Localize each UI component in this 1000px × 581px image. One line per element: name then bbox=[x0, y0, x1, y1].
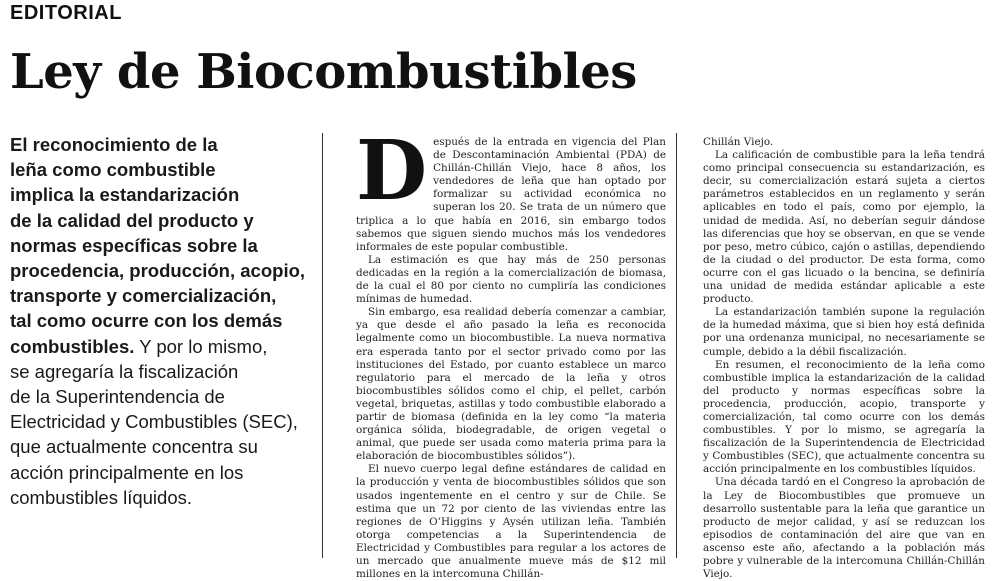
paragraph: Una década tardó en el Congreso la aprobación de la Ley de Biocombustibles que promueve un desarrollo sustentable para la leña que garantice un producto de mejor calidad, y así se reduzcan los episodios de contaminación del aire que van en ascenso este año, afectando a la población más pobre y vulnerable de la intercomuna Chillán-Chillán Viejo. bbox=[703, 476, 985, 581]
section-label: EDITORIAL bbox=[10, 2, 122, 24]
paragraph: La estimación es que hay más de 250 personas dedicadas en la región a la comercialización de biomasa, de la cual el 80 por ciento no cumpliría las condiciones mínimas de humedad. bbox=[356, 253, 666, 306]
pull-quote-line: implica la estandarización bbox=[10, 184, 240, 206]
paragraph: La estandarización también supone la regulación de la humedad máxima, que si bien hoy está definida por una ordenanza municipal, no necesariamente se cumple, debido a la débil fiscalización. bbox=[703, 306, 985, 358]
page-title: Ley de Biocombustibles bbox=[10, 44, 637, 100]
pull-quote-line: tal como ocurre con los demás bbox=[10, 310, 283, 332]
pull-quote-line: combustibles líquidos. bbox=[10, 486, 193, 508]
pull-quote-line: de la calidad del producto y bbox=[10, 209, 254, 231]
paragraph: Chillán Viejo. bbox=[703, 136, 774, 148]
pull-quote-line: procedencia, producción, acopio, bbox=[10, 260, 306, 282]
paragraph: Sin embargo, esa realidad debería comenzar a cambiar, ya que desde el año pasado la leña es reconocida legalmente como un biocombustible. La nueva normativa era esperada tanto por el sector privado como por las instituciones del Estado, por cuanto establece un marco regulatorio para el mercado de la leña y otros biocombustibles sólidos como el chip, el pellet, carbón vegetal, briquetas, astillas y todo combustible elaborado a partir de biomasa (definida en la ley como “la materia orgánica sólida, biodegradable, de origen vegetal o animal, que puede ser usada como materia prima para la elaboración de biocombustibles sólidos”). bbox=[356, 306, 666, 463]
pull-quote-line: de la Superintendencia de bbox=[10, 386, 225, 408]
pull-quote-line: Electricidad y Combustibles (SEC), bbox=[10, 411, 298, 433]
article-column-2 bbox=[703, 136, 985, 581]
pull-quote-bold: combustibles. bbox=[10, 335, 135, 357]
paragraph bbox=[356, 123, 666, 254]
pull-quote-line: normas específicas sobre la bbox=[10, 234, 258, 256]
column-divider bbox=[676, 133, 677, 558]
pull-quote-line: leña como combustible bbox=[10, 159, 216, 181]
paragraph: La calificación de combustible para la leña tendrá como principal consecuencia su estandarización, es decir, su comercialización estará sujeta a ciertos parámetros establecidos en un reglamento y serán aplicables en todo el país, como por ejemplo, la unidad de medida. Así, no deberían seguir dándose las diferencias que hoy se observan, en que se vende por peso, metro cúbico, cajón o astillas, dependiendo de la ciudad o del productor. De esta forma, como ocurre con el gas licuado o la bencina, se definiría una unidad de medida estándar aplicable a este producto. bbox=[703, 149, 985, 306]
pull-quote-line bbox=[10, 334, 300, 359]
paragraph: En resumen, el reconocimiento de la leña como combustible implica la estandarización de la calidad del producto y normas específicas sobre la procedencia, producción, acopio, transporte y comercialización, tal como ocurre con los demás combustibles. Y por lo mismo, se agregaría la fiscalización de la Superintendencia de Electricidad y Combustibles (SEC), que actualmente concentra su acción principalmente en los combustibles líquidos. bbox=[703, 358, 985, 476]
paragraph-text: espués de la entrada en vigencia del Plan de Descontaminación Ambiental (PDA) de Chillán-Chillán Viejo, hace 8 años, los vendedores de leña que han optado por formalizar su actividad económica no superan los 20. Se trata de un número que triplica a lo que había en 2016, sin embargo todos sabemos que siguen siendo muchos más los vendedores informales de este popular combustible. bbox=[356, 136, 666, 253]
pull-quote-line: transporte y comercialización, bbox=[10, 285, 277, 307]
paragraph: El nuevo cuerpo legal define estándares de calidad en la producción y venta de biocombustibles sólidos que son usados ingentemente en el centro y sur de Chile. Se estima que un 72 por ciento de las viviendas entre las regiones de O’Higgins y Aysén utilizan leña. También otorga competencias a la Superintendencia de Electricidad y Combustibles para regular a los actores de un mercado que anualmente mueve más de $12 mil millones en la intercomuna Chillán- bbox=[356, 463, 666, 581]
pull-quote-line: que actualmente concentra su bbox=[10, 436, 258, 458]
pull-quote-line: se agregaría la fiscalización bbox=[10, 360, 239, 382]
pull-quote-line: El reconocimiento de la bbox=[10, 134, 218, 155]
column-divider bbox=[322, 133, 323, 558]
pull-quote-line: acción principalmente en los bbox=[10, 461, 244, 483]
article-column-1 bbox=[356, 123, 666, 581]
drop-cap: D bbox=[356, 123, 428, 219]
pull-quote bbox=[10, 132, 306, 510]
pull-quote-regular: Y por lo mismo, bbox=[134, 335, 268, 357]
